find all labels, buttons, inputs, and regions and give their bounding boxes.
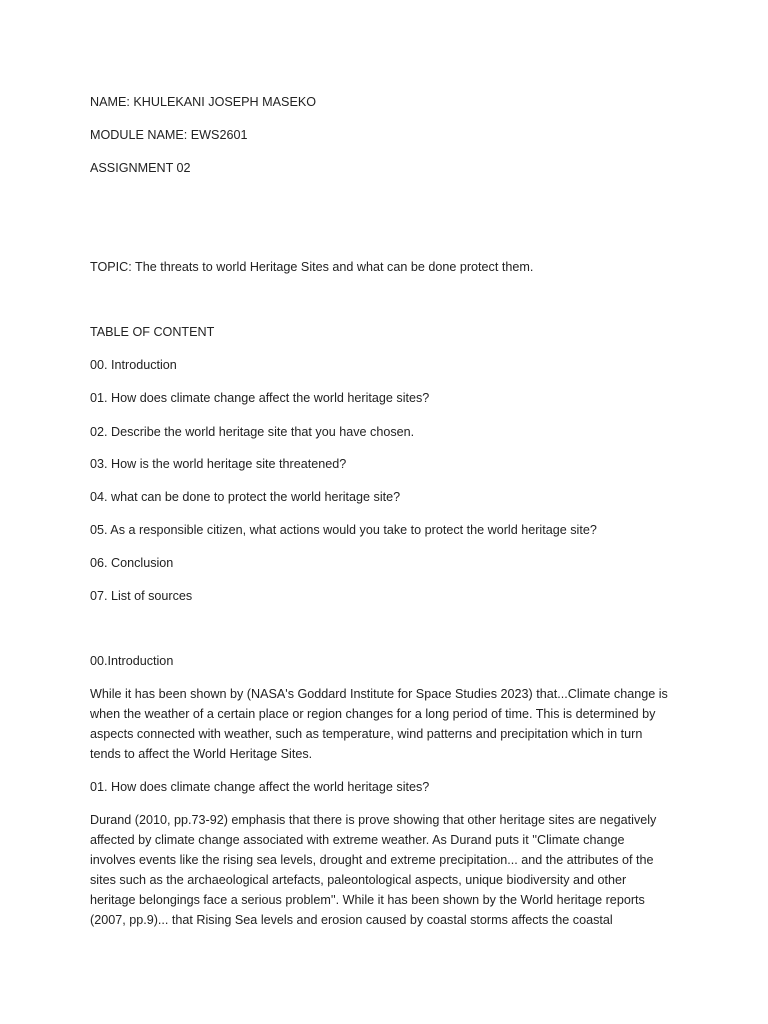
student-name: NAME: KHULEKANI JOSEPH MASEKO: [90, 95, 317, 109]
intro-heading: 00.Introduction: [90, 654, 174, 668]
toc-item: 06. Conclusion: [90, 556, 174, 570]
section1-text-line: involves events like the rising sea levels, drought and extreme precipitation... and the attributes of the: [90, 853, 654, 867]
intro-text-line: While it has been shown by (NASA's Goddard Institute for Space Studies 2023) that...Climate change is: [90, 687, 668, 701]
intro-text-line: when the weather of a certain place or region changes for a long period of time. This is determined by: [90, 707, 656, 721]
toc-heading: TABLE OF CONTENT: [90, 325, 215, 339]
intro-text-line: tends to affect the World Heritage Sites.: [90, 747, 313, 761]
section1-text-line: (2007, pp.9)... that Rising Sea levels and erosion caused by coastal storms affects the coastal: [90, 913, 613, 927]
toc-item: 01. How does climate change affect the world heritage sites?: [90, 391, 430, 405]
assignment-title: ASSIGNMENT 02: [90, 161, 191, 175]
toc-item: 04. what can be done to protect the world heritage site?: [90, 490, 401, 504]
section1-text-line: heritage belongings face a serious problem''. While it has been shown by the World heritage reports: [90, 893, 645, 907]
section1-text-line: sites such as the archaeological artefacts, paleontological aspects, unique biodiversity and other: [90, 873, 627, 887]
section1-heading: 01. How does climate change affect the world heritage sites?: [90, 780, 430, 794]
toc-item: 05. As a responsible citizen, what actions would you take to protect the world heritage site?: [90, 523, 597, 537]
module-name: MODULE NAME: EWS2601: [90, 128, 248, 142]
section1-text-line: Durand (2010, pp.73-92) emphasis that there is prove showing that other heritage sites are negatively: [90, 813, 657, 827]
toc-item: 03. How is the world heritage site threatened?: [90, 457, 347, 471]
toc-item: 07. List of sources: [90, 589, 193, 603]
toc-item: 00. Introduction: [90, 358, 177, 372]
intro-text-line: aspects connected with weather, such as temperature, wind patterns and precipitation which in turn: [90, 727, 643, 741]
section1-text-line: affected by climate change associated with extreme weather. As Durand puts it ''Climate change: [90, 833, 625, 847]
toc-item: 02. Describe the world heritage site that you have chosen.: [90, 425, 415, 439]
topic-line: TOPIC: The threats to world Heritage Sites and what can be done protect them.: [90, 260, 534, 274]
